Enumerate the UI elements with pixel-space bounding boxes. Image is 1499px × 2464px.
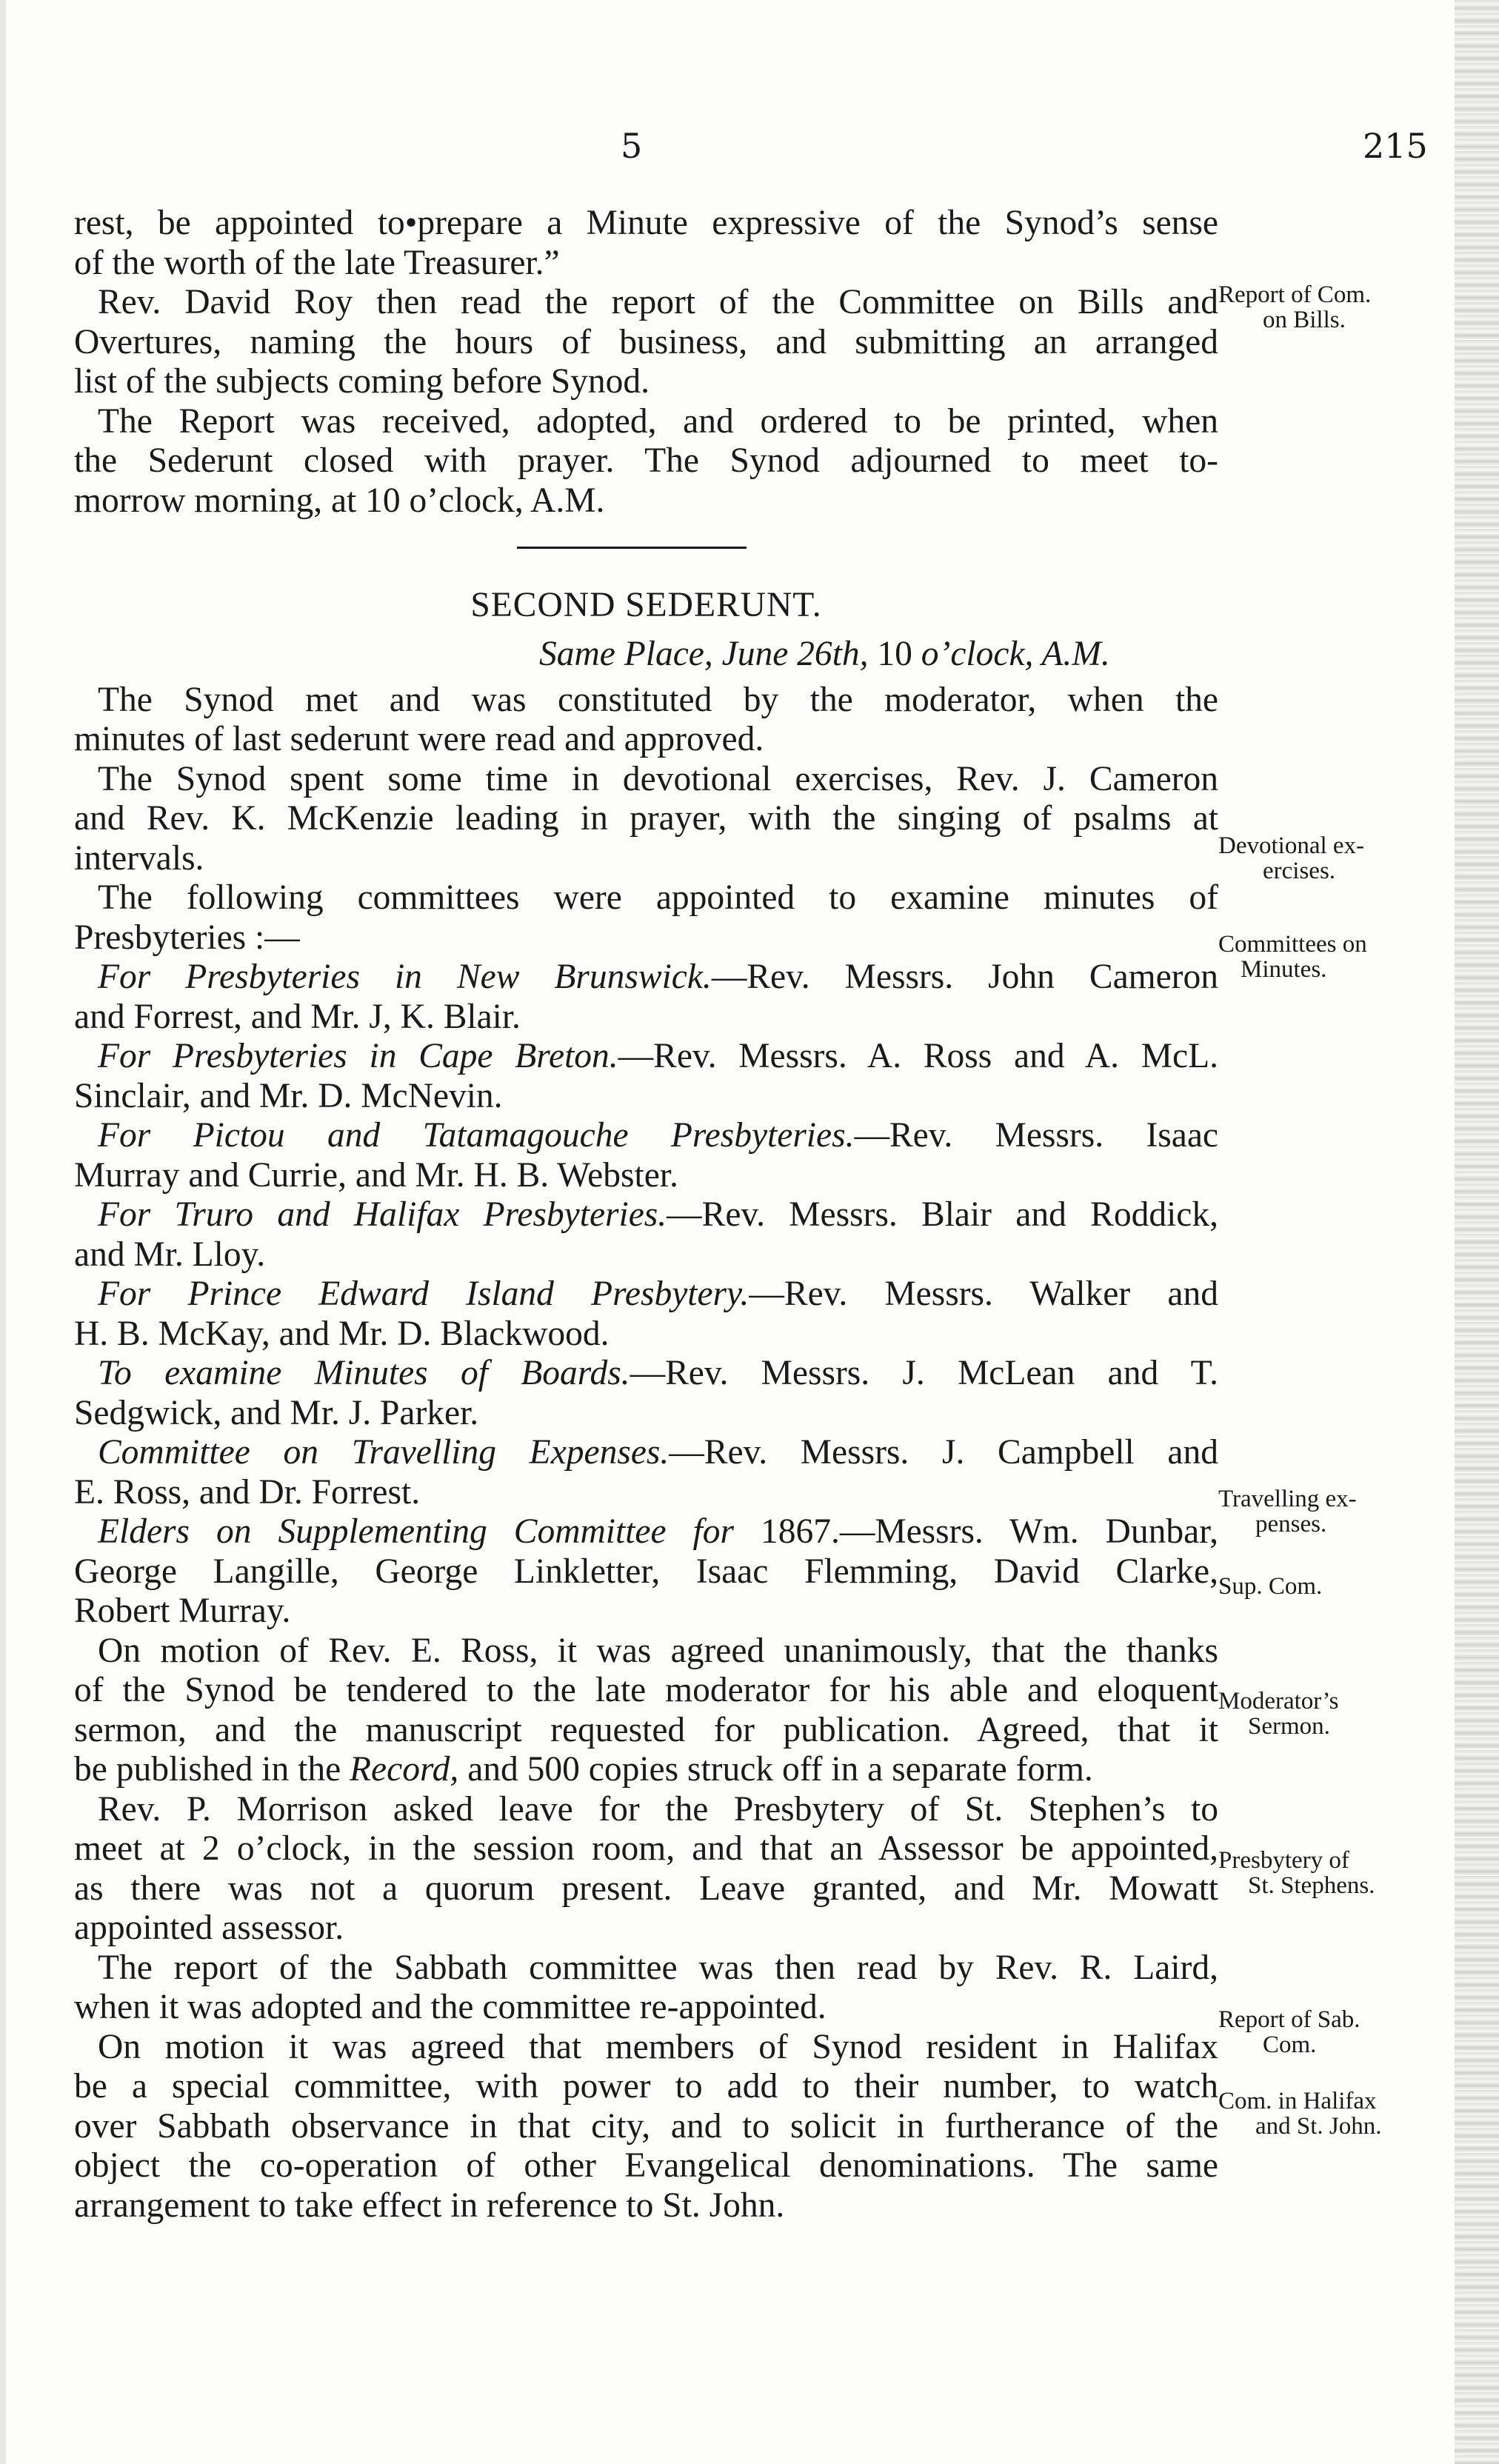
margin-note-line: Com. [1263,2031,1317,2058]
dateline-prefix: Same Place, June 26 [539,634,832,673]
committee-members: —Rev. Messrs. Isaac [854,1116,1218,1155]
margin-note-line: Presbytery of [1218,1847,1349,1874]
margin-note-line: Devotional ex- [1218,832,1365,859]
text-line: of the worth of the late Treasurer.” [74,243,560,282]
margin-note-line: Travelling ex- [1218,1486,1357,1512]
text-line: The Synod spent some time in devotional exercises, Rev. J. Cameron [98,759,1218,798]
text-line: On motion of Rev. E. Ross, it was agreed unanimously, that the thanks [98,1631,1218,1670]
body-text [74,204,1218,2226]
text-line: appointed assessor. [74,1909,344,1947]
text-line: meet at 2 o’clock, in the session room, and that an Assessor be appointed, [74,1829,1218,1868]
text-line: list of the subjects coming before Synod. [74,362,650,401]
section-page-number: 5 [621,126,643,166]
margin-note-line: penses. [1255,1511,1327,1538]
text-line [74,1750,1218,1790]
margin-note-line: Committees on [1218,931,1367,958]
committee-label: To examine Minutes of Boards. [98,1354,630,1392]
margin-note-sabbath [1218,2007,1418,2057]
committee-members: —Rev. Messrs. John Cameron [711,958,1218,996]
left-page-edge [0,0,6,2464]
margin-note-presbytery [1218,1848,1418,1898]
margin-note-moderator [1218,1689,1418,1739]
text-line: over Sabbath observance in that city, and to solicit in furtherance of the [74,2106,1218,2146]
committee-members: —Rev. Messrs. J. McLean and T. [630,1354,1218,1392]
text-line: The report of the Sabbath committee was then read by Rev. R. Laird, [98,1948,1218,1987]
dateline-hour: 10 [877,634,912,673]
committee-label: For Pictou and Tatamagouche Presbyteries. [98,1116,855,1155]
text-line: Sedgwick, and Mr. J. Parker. [74,1393,479,1432]
text-line: minutes of last sederunt were read and approved. [74,720,764,758]
dateline-ordinal: th [832,634,860,673]
text-line: The following committees were appointed to examine minutes of [98,878,1218,917]
committee-entry [74,958,1218,998]
committee-members: 1867.—Messrs. Wm. Dunbar, [733,1512,1218,1551]
margin-note-line: ercises. [1263,858,1336,884]
committee-label: For Prince Edward Island Presbytery. [98,1275,750,1313]
text-line: arrangement to take effect in reference to St. John. [74,2186,785,2225]
text-line: and Rev. K. McKenzie leading in prayer, with the singing of psalms at [74,799,1218,838]
margin-note-line: Com. in Halifax [1218,2088,1377,2114]
committee-members: —Rev. Messrs. Blair and Roddick, [667,1195,1218,1234]
text-line: sermon, and the manuscript requested for publication. Agreed, that it [74,1710,1218,1749]
section-heading: SECOND SEDERUNT. [470,585,822,624]
record-title: Record, [350,1750,459,1789]
margin-note-bills [1218,282,1418,333]
dateline-separator: , [859,634,878,673]
margin-note-sup [1218,1574,1418,1599]
text-line: Rev. P. Morrison asked leave for the Presbytery of St. Stephen’s to [98,1789,1218,1829]
margin-note-devotional [1218,833,1418,884]
text-line: Rev. David Roy then read the report of the Committee on Bills and [98,283,1218,321]
committee-members: —Rev. Messrs. J. Campbell and [669,1433,1218,1472]
text-line: intervals. [74,838,204,878]
committee-entry [74,1037,1218,1077]
committee-label: For Truro and Halifax Presbyteries. [98,1195,667,1234]
margin-note-line: Sermon. [1248,1713,1330,1740]
dateline-suffix: o’clock, A.M. [912,634,1110,673]
committee-entry [74,1512,1218,1552]
text-line: be a special committee, with power to add to their number, to watch [74,2067,1218,2106]
page-number: 215 [1363,126,1428,166]
text-line: Sinclair, and Mr. D. McNevin. [74,1076,503,1115]
committee-label: For Presbyteries in Cape Breton. [98,1037,618,1075]
text-line: of the Synod be tendered to the late moderator for his able and eloquent [74,1671,1218,1709]
margin-note-line: Sup. Com. [1218,1573,1323,1600]
text-line: Presbyteries :— [74,918,300,957]
committee-members: —Rev. Messrs. Walker and [749,1275,1218,1313]
margin-note-line: Moderator’s [1218,1688,1339,1715]
text-line: when it was adopted and the committee re-appointed. [74,1988,827,2026]
committee-label: Elders on Supplementing Committee for [98,1512,734,1551]
committee-entry [74,1116,1218,1156]
text-line: and Mr. Lloy. [74,1235,266,1274]
margin-note-line: St. Stephens. [1248,1872,1375,1899]
text-line: E. Ross, and Dr. Forrest. [74,1472,421,1512]
committee-members: —Rev. Messrs. A. Ross and A. McL. [618,1037,1218,1075]
dateline [74,635,1218,681]
margin-note-travelling [1218,1486,1418,1537]
margin-note-line: Report of Sab. [1218,2006,1361,2033]
margin-note-line: and St. John. [1255,2113,1382,2140]
text-line: Murray and Currie, and Mr. H. B. Webster. [74,1155,678,1195]
text-line: H. B. McKay, and Mr. D. Blackwood. [74,1314,610,1353]
text-line: On motion it was agreed that members of Synod resident in Halifax [98,2027,1218,2066]
text-line: Robert Murray. [74,1592,291,1630]
text-line: rest, be appointed to•prepare a Minute expressive of the Synod’s sense [74,204,1218,242]
text-run: be published in the [74,1750,350,1789]
margin-note-line: Minutes. [1241,956,1327,983]
text-line: and Forrest, and Mr. J, K. Blair. [74,997,521,1036]
committee-entry [74,1433,1218,1473]
section-divider [74,521,1218,561]
margin-note-committees [1218,932,1418,982]
committee-entry [74,1275,1218,1315]
margin-note-line: on Bills. [1263,307,1346,333]
margin-note-line: Report of Com. [1218,281,1372,308]
binding-edge [1455,0,1499,2464]
text-run: and 500 copies struck off in a separate form. [458,1750,1093,1789]
text-line: object the co-operation of other Evangelical denominations. The same [74,2146,1218,2185]
text-line: as there was not a quorum present. Leave granted, and Mr. Mowatt [74,1869,1218,1908]
committee-label: For Presbyteries in New Brunswick. [98,958,712,996]
text-line: morrow morning, at 10 o’clock, A.M. [74,481,605,520]
text-line: The Report was received, adopted, and ordered to be printed, when [98,401,1218,441]
text-line: Overtures, naming the hours of business, and submitting an arranged [74,322,1218,361]
margin-note-halifax [1218,2089,1418,2139]
text-line: The Synod met and was constituted by the moderator, when the [98,680,1218,719]
text-line: the Sederunt closed with prayer. The Synod adjourned to meet to- [74,441,1218,480]
committee-entry [74,1354,1218,1394]
committee-entry [74,1195,1218,1235]
text-line: George Langille, George Linkletter, Isaac Flemming, David Clarke, [74,1552,1218,1591]
committee-label: Committee on Travelling Expenses. [98,1433,670,1472]
